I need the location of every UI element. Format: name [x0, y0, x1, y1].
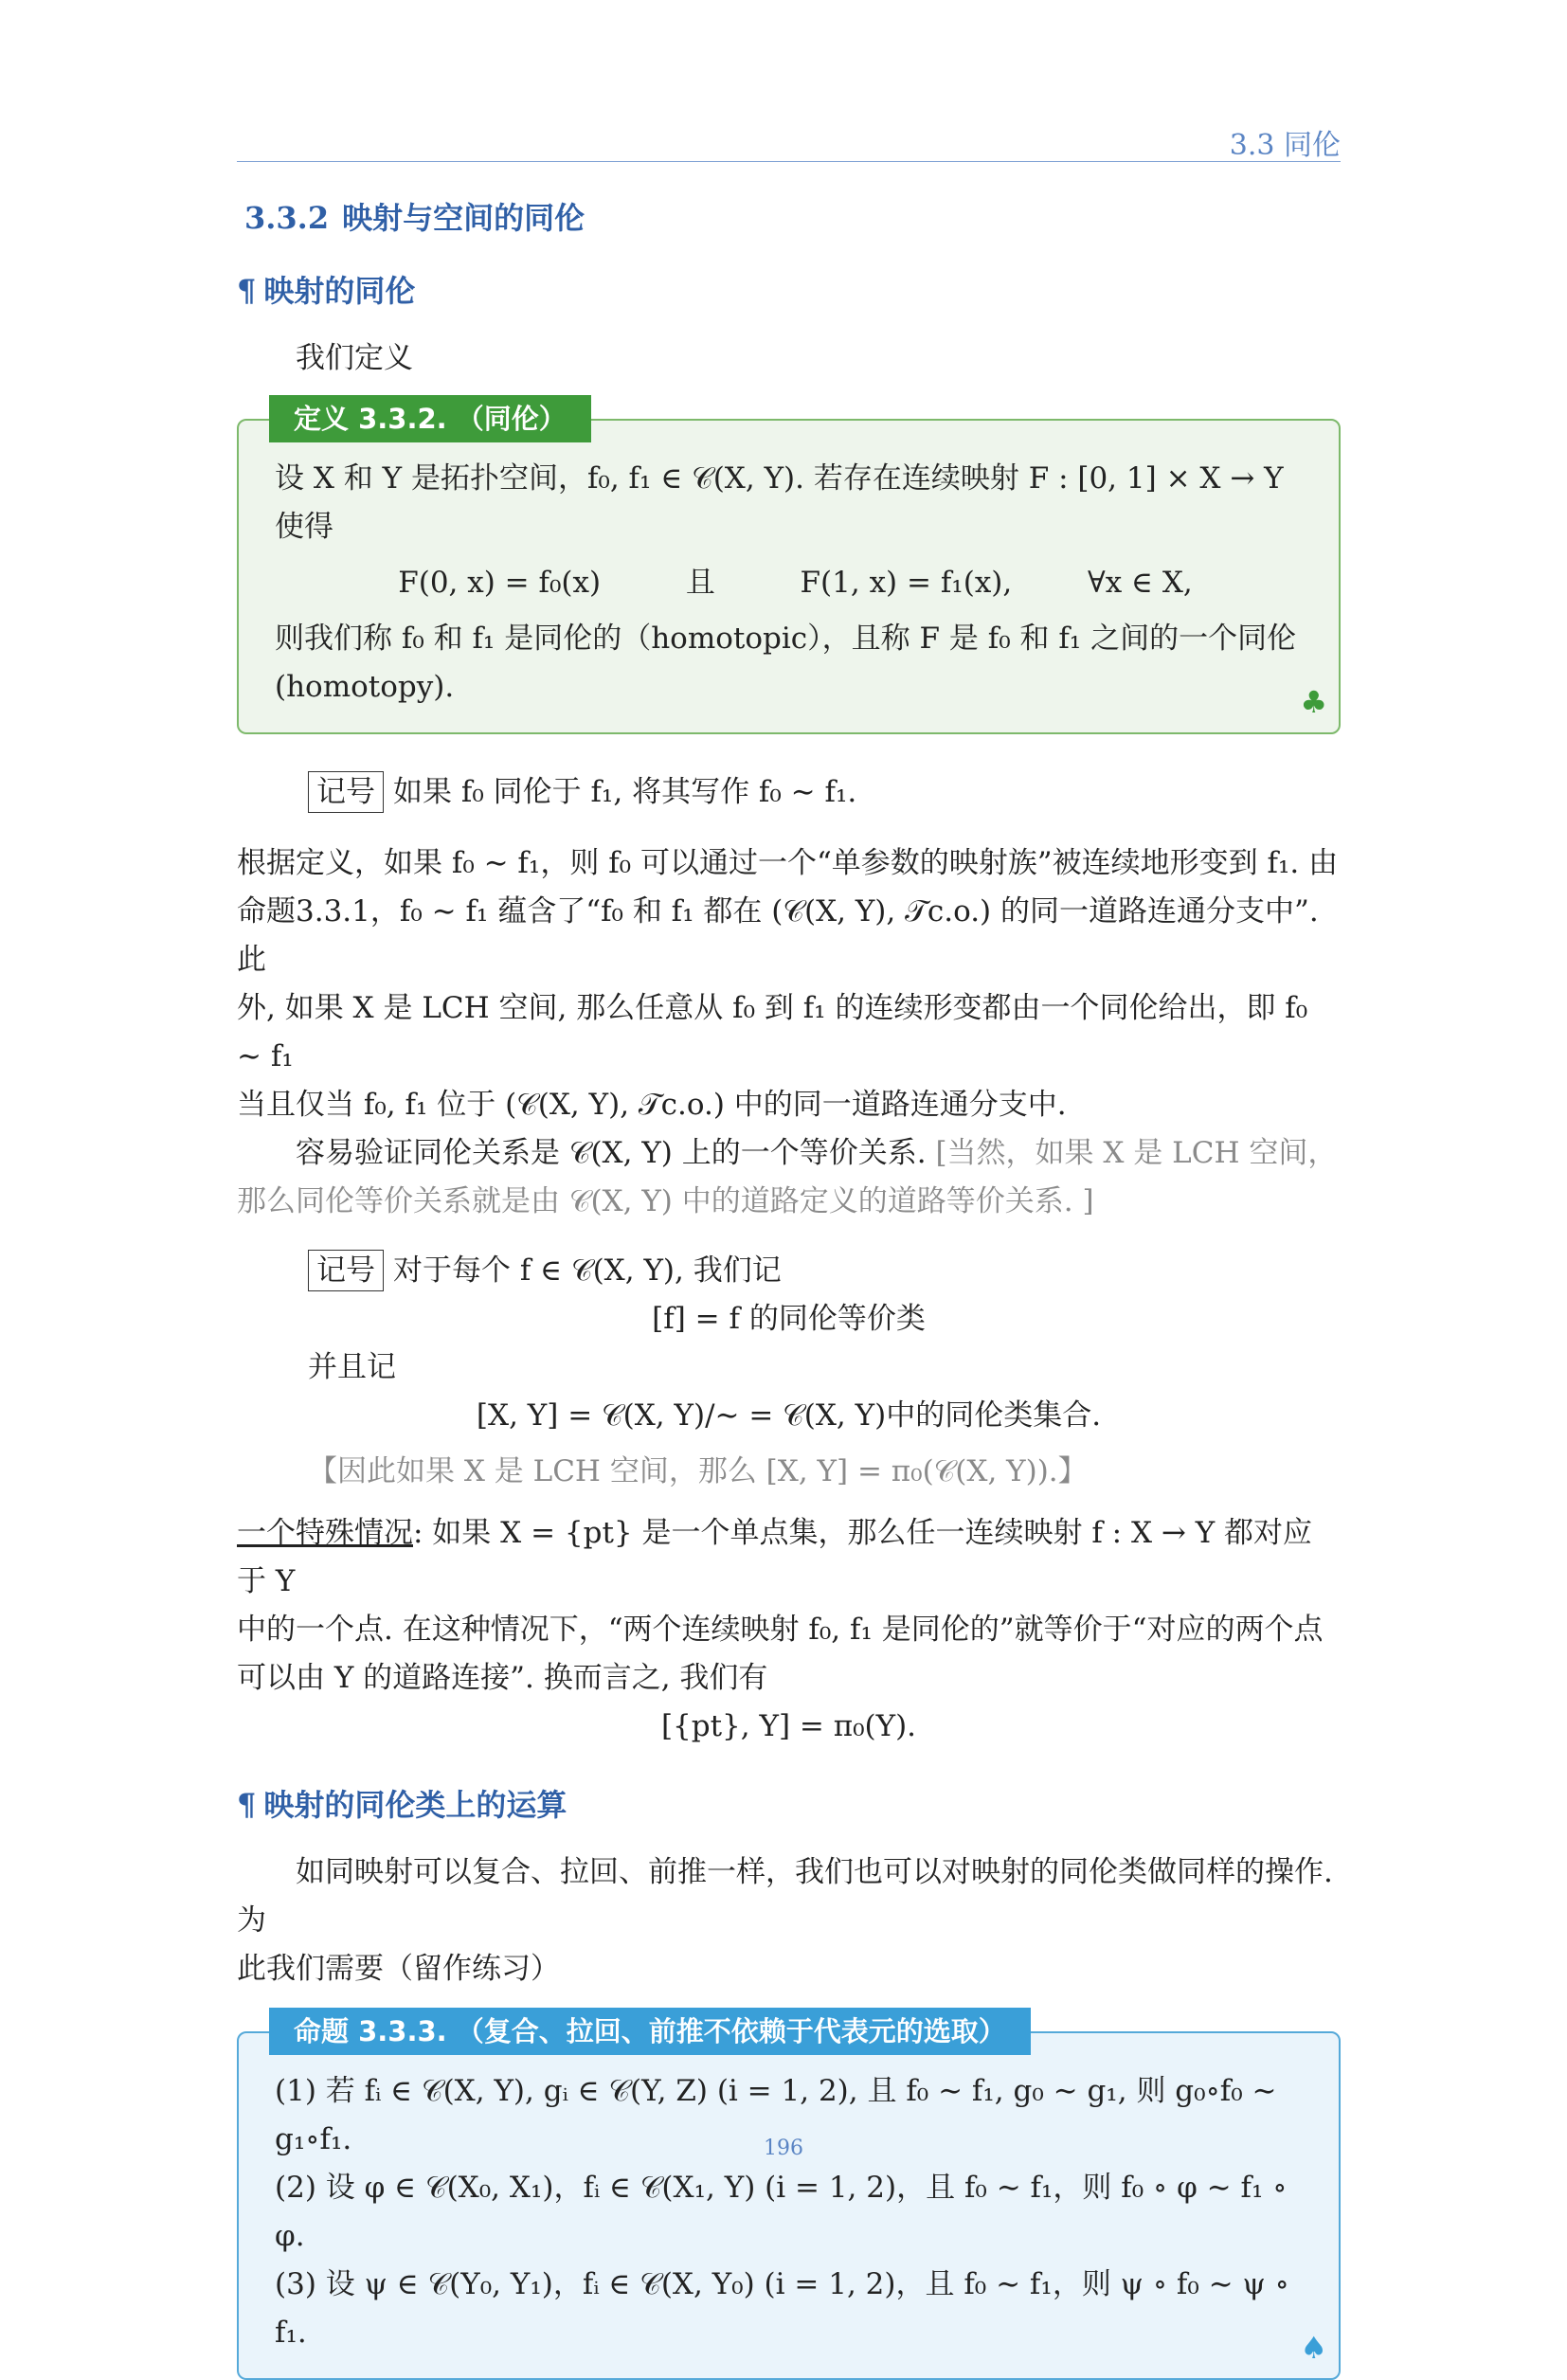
notation-formula-1: [f] = f 的同伦等价类 — [652, 1302, 926, 1336]
notation-2 — [308, 1247, 1341, 1295]
notation-gray-note: 【因此如果 X 是 LCH 空间，那么 [X, Y] = π₀(𝒞(X, Y)).】 — [308, 1454, 1088, 1488]
body-line: 如同映射可以复合、拉回、前推一样，我们也可以对映射的同伦类做同样的操作. 为 — [237, 1855, 1333, 1938]
special-case-formula: [{pt}, Y] = π₀(Y). — [660, 1709, 917, 1743]
proposition-box — [237, 2015, 1341, 2380]
special-case-line: 可以由 Y 的道路连接”. 换而言之, 我们有 — [237, 1661, 768, 1695]
body-line: 此我们需要（留作练习） — [237, 1952, 560, 1986]
notation-text: 如果 f₀ 同伦于 f₁, 将其写作 f₀ ∼ f₁. — [393, 775, 857, 809]
body-paragraph-3 — [237, 1848, 1341, 1993]
definition-tag: 定义 3.3.2. （同伦） — [269, 395, 591, 442]
notation-1 — [308, 768, 1341, 817]
definition-line-3: 则我们称 f₀ 和 f₁ 是同伦的（homotopic），且称 F 是 f₀ 和 f₁ 之间的一个同伦 — [275, 622, 1297, 656]
body2-gray-note: [当然，如果 X 是 LCH 空间，那么同伦等价关系就是由 𝒞(X, Y) 中的道路定义的道路等价关系. ] — [237, 1136, 1338, 1218]
proposition-item: (1) 若 fᵢ ∈ 𝒞(X, Y), gᵢ ∈ 𝒞(Y, Z) (i = 1, 2), 且 f₀ ∼ f₁, g₀ ∼ g₁, 则 g₀∘f₀ ∼ g₁∘f₁. — [275, 2074, 1277, 2156]
spade-icon: ♠ — [1300, 2330, 1327, 2366]
body-paragraph-1 — [237, 839, 1341, 1129]
pilcrow-icon: ¶ — [237, 273, 257, 309]
body-line: 当且仅当 f₀, f₁ 位于 (𝒞(X, Y), 𝒯c.o.) 中的同一道路连通分支中. — [237, 1088, 1067, 1122]
proposition-item: (2) 设 φ ∈ 𝒞(X₀, X₁)，fᵢ ∈ 𝒞(X₁, Y) (i = 1, 2)，且 f₀ ∼ f₁，则 f₀ ∘ φ ∼ f₁ ∘ φ. — [275, 2171, 1288, 2253]
body-line: 根据定义，如果 f₀ ∼ f₁，则 f₀ 可以通过一个“单参数的映射族”被连续地形变到 f₁. 由 — [237, 846, 1339, 880]
proposition-item: (3) 设 ψ ∈ 𝒞(Y₀, Y₁)，fᵢ ∈ 𝒞(X, Y₀) (i = 1, 2)，且 f₀ ∼ f₁，则 ψ ∘ f₀ ∼ ψ ∘ f₁. — [275, 2267, 1289, 2350]
notation-and-text: 并且记 — [308, 1350, 396, 1384]
body-line: 命题3.3.1，f₀ ∼ f₁ 蕴含了“f₀ 和 f₁ 都在 (𝒞(X, Y), 𝒯c.o.) 的同一道路连通分支中”. 此 — [237, 894, 1319, 977]
page-number: 196 — [764, 2137, 803, 2160]
notation-label: 记号 — [308, 1250, 384, 1291]
subsection-heading — [244, 194, 1341, 243]
definition-box — [237, 403, 1341, 734]
paragraph-heading-operations — [237, 1781, 1341, 1830]
subsection-title: 映射与空间的同伦 — [342, 200, 585, 236]
formula-right: F(1, x) = f₁(x), — [800, 566, 1013, 600]
body-paragraph-2 — [237, 1129, 1341, 1226]
page-content — [237, 194, 1341, 2380]
special-case-text: : 如果 X = {pt} 是一个单点集，那么任一连续映射 f : X → Y 都对应于 Y — [237, 1516, 1313, 1598]
definition-line-4: (homotopy). — [275, 670, 455, 704]
definition-line-1: 设 X 和 Y 是拓扑空间，f₀, f₁ ∈ 𝒞(X, Y). 若存在连续映射 F : [0, 1] × X → Y 使得 — [275, 461, 1284, 544]
special-case-paragraph — [237, 1509, 1341, 1751]
notation-formula-2: [X, Y] = 𝒞(X, Y)/∼ = 𝒞(X, Y)中的同伦类集合. — [476, 1398, 1102, 1433]
formula-left: F(0, x) = f₀(x) — [398, 566, 602, 600]
notation-text: 对于每个 f ∈ 𝒞(X, Y), 我们记 — [393, 1253, 782, 1288]
proposition-tag: 命题 3.3.3. （复合、拉回、前推不依赖于代表元的选取） — [269, 2008, 1031, 2055]
notation-label: 记号 — [308, 771, 384, 813]
body2-main: 容易验证同伦关系是 𝒞(X, Y) 上的一个等价关系. — [296, 1136, 927, 1170]
intro-text: 我们定义 — [296, 341, 413, 375]
pilcrow-icon: ¶ — [237, 1787, 257, 1823]
body-line: 外, 如果 X 是 LCH 空间, 那么任意从 f₀ 到 f₁ 的连续形变都由一个同伦给出，即 f₀ ∼ f₁ — [237, 991, 1308, 1073]
paragraph-heading-homotopy-of-maps — [237, 267, 1341, 316]
paragraph-title: 映射的同伦 — [263, 273, 416, 309]
formula-forall: ∀x ∈ X, — [1087, 566, 1193, 600]
formula-mid: 且 — [685, 566, 715, 600]
definition-formula — [275, 559, 1316, 607]
running-header: 3.3 同伦 — [1229, 129, 1341, 162]
special-case-line-1 — [237, 1509, 1341, 1606]
special-case-line: 中的一个点. 在这种情况下，“两个连续映射 f₀, f₁ 是同伦的”就等价于“对应的两个点 — [237, 1613, 1324, 1647]
club-icon: ♣ — [1300, 684, 1327, 720]
paragraph-title: 映射的同伦类上的运算 — [263, 1787, 567, 1823]
header-rule — [237, 161, 1341, 162]
subsection-number: 3.3.2 — [244, 200, 330, 236]
special-case-lead: 一个特殊情况 — [237, 1516, 413, 1550]
